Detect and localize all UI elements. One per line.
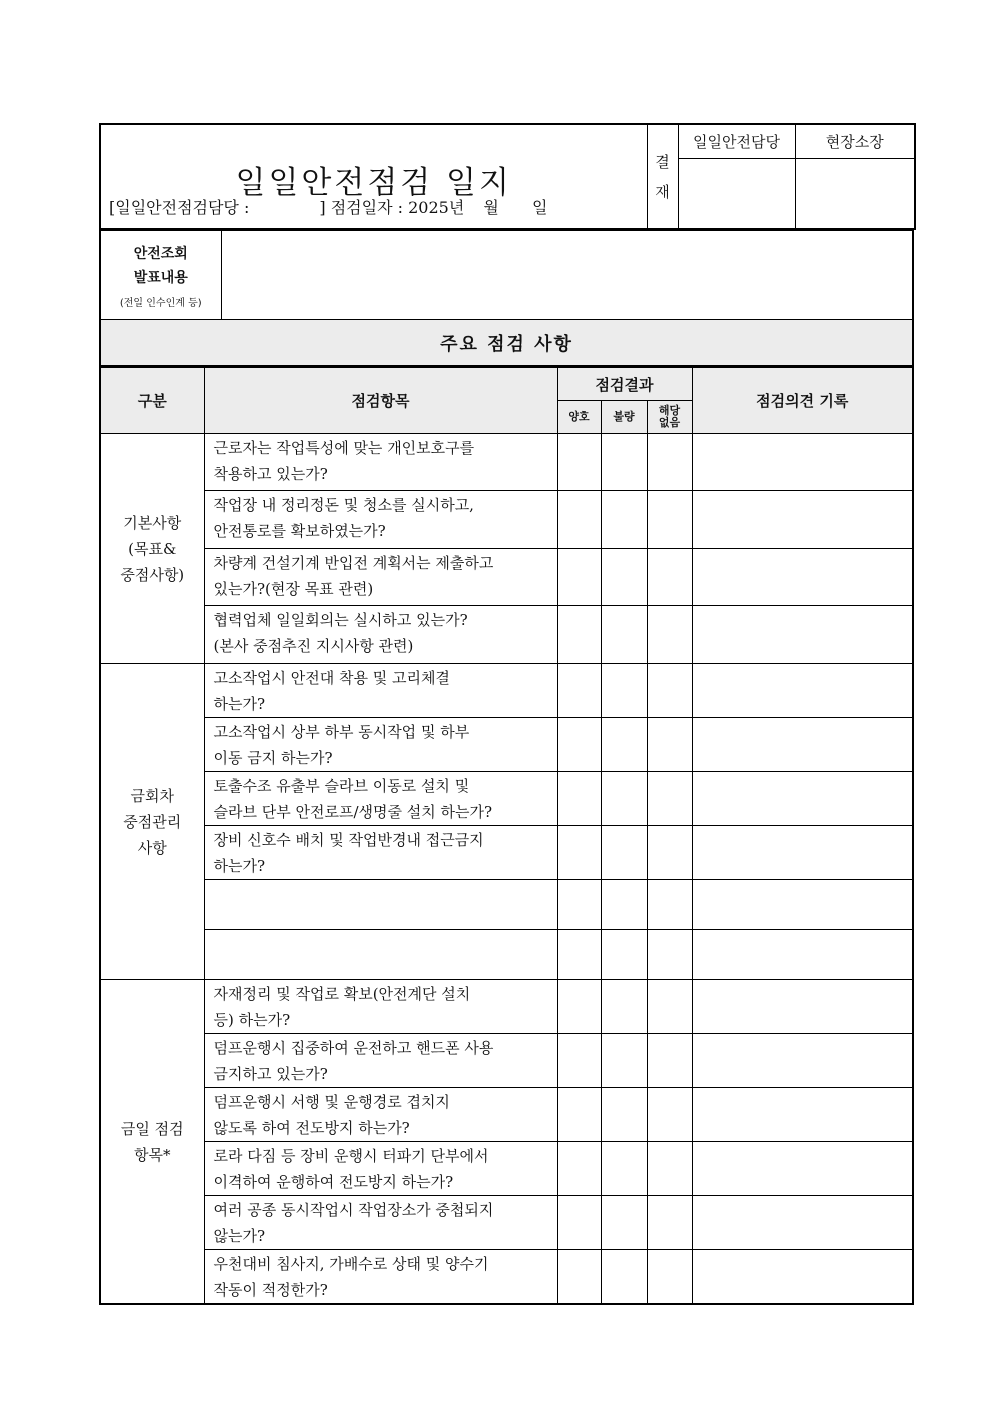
header-bad: 불량 (601, 401, 647, 434)
result-na-cell[interactable] (647, 491, 692, 549)
result-na-cell[interactable] (647, 1142, 692, 1196)
inspection-item-text: 이동 금지 하는가? (213, 749, 333, 767)
table-row (100, 1196, 913, 1250)
inspection-item-text: 안전통로를 확보하였는가? (213, 522, 386, 540)
result-bad-cell[interactable] (601, 718, 647, 772)
inspection-item-text: 덤프운행시 서행 및 운행경로 겹치지 (213, 1093, 450, 1111)
result-na-cell[interactable] (647, 1196, 692, 1250)
opinion-cell[interactable] (692, 1196, 913, 1250)
result-bad-cell[interactable] (601, 1088, 647, 1142)
category-label: 중점사항) (120, 565, 185, 584)
day-label: 일 (531, 198, 548, 217)
opinion-cell[interactable] (692, 1034, 913, 1088)
table-row (100, 1034, 913, 1088)
table-row (100, 664, 913, 718)
result-good-cell[interactable] (557, 930, 601, 980)
inspection-item-text: 고소작업시 안전대 착용 및 고리체결 (213, 669, 450, 687)
inspection-item-text: 하는가? (213, 695, 266, 713)
opinion-cell[interactable] (692, 491, 913, 549)
inspection-item (204, 549, 557, 606)
inspection-item (204, 1088, 557, 1142)
table-row (100, 1250, 913, 1305)
result-bad-cell[interactable] (601, 826, 647, 880)
result-good-cell[interactable] (557, 880, 601, 930)
inspection-form (99, 123, 914, 1305)
inspection-item-text: 금지하고 있는가? (213, 1065, 328, 1083)
result-bad-cell[interactable] (601, 1196, 647, 1250)
inspection-item-text: 착용하고 있는가? (213, 465, 328, 483)
result-bad-cell[interactable] (601, 1142, 647, 1196)
inspection-item-text: 자재정리 및 작업로 확보(안전계단 설치 (213, 985, 471, 1003)
header-opinion: 점검의견 기록 (692, 368, 913, 434)
result-good-cell[interactable] (557, 826, 601, 880)
category-cell (100, 664, 204, 980)
result-bad-cell[interactable] (601, 664, 647, 718)
result-na-cell[interactable] (647, 1250, 692, 1305)
result-na-cell[interactable] (647, 880, 692, 930)
header-table (99, 123, 916, 230)
opinion-cell[interactable] (692, 772, 913, 826)
manager-bracket: ] (319, 198, 326, 217)
header-na: 해당 없음 (647, 401, 692, 434)
result-na-cell[interactable] (647, 772, 692, 826)
result-na-cell[interactable] (647, 664, 692, 718)
month-label: 월 (483, 198, 499, 217)
table-row (100, 1142, 913, 1196)
category-label: 항목* (134, 1145, 171, 1164)
result-good-cell[interactable] (557, 606, 601, 664)
inspection-item (204, 718, 557, 772)
page-title: 일일안전점검 일지 (235, 165, 512, 201)
inspection-item-text: 장비 신호수 배치 및 작업반경내 접근금지 (213, 831, 484, 849)
inspection-item-text: 로라 다짐 등 장비 운행시 터파기 단부에서 (213, 1147, 489, 1165)
result-bad-cell[interactable] (601, 549, 647, 606)
table-row (100, 718, 913, 772)
result-bad-cell[interactable] (601, 772, 647, 826)
result-good-cell[interactable] (557, 1142, 601, 1196)
inspection-item (204, 1196, 557, 1250)
inspection-item-text: 우천대비 침사지, 가배수로 상태 및 양수기 (213, 1255, 489, 1273)
table-row (100, 772, 913, 826)
opinion-cell[interactable] (692, 930, 913, 980)
inspection-item (204, 1034, 557, 1088)
result-good-cell[interactable] (557, 491, 601, 549)
inspection-item (204, 491, 557, 549)
inspection-item-text: 협력업체 일일회의는 실시하고 있는가? (213, 611, 468, 629)
inspection-item-text (214, 881, 557, 905)
signature-box-safety-manager[interactable] (678, 159, 795, 229)
inspection-item-text: 등) 하는가? (213, 1011, 291, 1029)
table-row (100, 826, 913, 880)
opinion-cell[interactable] (692, 826, 913, 880)
inspection-item (204, 434, 557, 491)
signer-site-manager: 현장소장 (795, 124, 915, 159)
section-title: 주요 점검 사항 (100, 320, 913, 367)
inspection-item-text: 여러 공종 동시작업시 작업장소가 중첩되지 (213, 1201, 494, 1219)
category-cell (100, 980, 204, 1305)
opinion-cell[interactable] (692, 880, 913, 930)
title-area (100, 124, 647, 229)
inspection-item-text (214, 905, 557, 929)
header-item: 점검항목 (204, 368, 557, 434)
briefing-table (99, 230, 914, 367)
inspection-item-text: 않는가? (213, 1227, 266, 1245)
opinion-cell[interactable] (692, 606, 913, 664)
inspection-item (204, 606, 557, 664)
category-label: 사항 (137, 838, 167, 857)
signature-box-site-manager[interactable] (795, 159, 915, 229)
result-good-cell[interactable] (557, 1250, 601, 1305)
inspection-item (204, 930, 557, 980)
result-na-cell[interactable] (647, 1088, 692, 1142)
result-good-cell[interactable] (557, 718, 601, 772)
opinion-cell[interactable] (692, 980, 913, 1034)
header-result: 점검결과 (557, 368, 692, 401)
inspection-item (204, 826, 557, 880)
inspection-item-text: 근로자는 작업특성에 맞는 개인보호구를 (213, 439, 475, 457)
category-label: 중점관리 (123, 812, 182, 831)
signer-safety-manager: 일일안전담당 (678, 124, 795, 159)
inspection-item (204, 880, 557, 930)
category-label: 금일 점검 (120, 1119, 184, 1138)
inspection-item-text: 작동이 적정한가? (213, 1281, 328, 1299)
table-row (100, 980, 913, 1034)
category-label: 금회차 (130, 786, 174, 805)
result-na-cell[interactable] (647, 549, 692, 606)
inspection-item (204, 664, 557, 718)
table-row (100, 434, 913, 491)
result-na-cell[interactable] (647, 826, 692, 880)
result-bad-cell[interactable] (601, 930, 647, 980)
result-na-cell[interactable] (647, 718, 692, 772)
inspection-item-text: (본사 중점추진 지시사항 관련) (213, 637, 414, 655)
inspection-item (204, 772, 557, 826)
header-category: 구분 (100, 368, 204, 434)
inspection-item-text (214, 955, 557, 979)
manager-date-line (109, 195, 547, 218)
category-label: (목표& (128, 539, 177, 558)
table-row (100, 491, 913, 549)
inspection-item-text: 슬라브 단부 안전로프/생명줄 설치 하는가? (213, 803, 492, 821)
inspection-item-text: 덤프운행시 집중하여 운전하고 핸드폰 사용 (213, 1039, 494, 1057)
opinion-cell[interactable] (692, 434, 913, 491)
inspection-item-text: 고소작업시 상부 하부 동시작업 및 하부 (213, 723, 470, 741)
result-good-cell[interactable] (557, 434, 601, 491)
manager-label: [일일안전점검담당 : (109, 198, 250, 217)
result-good-cell[interactable] (557, 1088, 601, 1142)
briefing-label: 안전조회 발표내용 (전일 인수인계 등) (100, 231, 221, 320)
approval-label: 결 재 (647, 124, 678, 229)
result-bad-cell[interactable] (601, 434, 647, 491)
inspection-item-text: 토출수조 유출부 슬라브 이동로 설치 및 (213, 777, 470, 795)
category-cell (100, 434, 204, 664)
result-bad-cell[interactable] (601, 491, 647, 549)
header-good: 양호 (557, 401, 601, 434)
inspection-item-text: 있는가?(현장 목표 관련) (213, 580, 374, 598)
opinion-cell[interactable] (692, 718, 913, 772)
result-na-cell[interactable] (647, 434, 692, 491)
table-row (100, 1088, 913, 1142)
opinion-cell[interactable] (692, 1088, 913, 1142)
result-bad-cell[interactable] (601, 880, 647, 930)
result-good-cell[interactable] (557, 1034, 601, 1088)
inspection-item-text (214, 931, 557, 955)
date-label: 점검일자 : 2025년 (330, 198, 465, 217)
table-row (100, 549, 913, 606)
inspection-item-text: 차량계 건설기계 반입전 계획서는 제출하고 (213, 554, 494, 572)
inspection-item (204, 1250, 557, 1305)
result-good-cell[interactable] (557, 664, 601, 718)
result-na-cell[interactable] (647, 1034, 692, 1088)
table-row (100, 606, 913, 664)
inspection-item (204, 980, 557, 1034)
result-na-cell[interactable] (647, 980, 692, 1034)
inspection-item-text: 작업장 내 정리정돈 및 청소를 실시하고, (213, 496, 474, 514)
briefing-content-field[interactable] (221, 231, 913, 320)
inspection-item-text: 하는가? (213, 857, 266, 875)
opinion-cell[interactable] (692, 549, 913, 606)
result-bad-cell[interactable] (601, 1034, 647, 1088)
result-bad-cell[interactable] (601, 606, 647, 664)
inspection-table (99, 367, 914, 1305)
category-label: 기본사항 (123, 513, 182, 532)
table-row (100, 930, 913, 980)
opinion-cell[interactable] (692, 1142, 913, 1196)
result-na-cell[interactable] (647, 606, 692, 664)
result-good-cell[interactable] (557, 549, 601, 606)
result-good-cell[interactable] (557, 980, 601, 1034)
result-good-cell[interactable] (557, 1196, 601, 1250)
inspection-item-text: 않도록 하여 전도방지 하는가? (213, 1119, 410, 1137)
opinion-cell[interactable] (692, 664, 913, 718)
result-bad-cell[interactable] (601, 1250, 647, 1305)
opinion-cell[interactable] (692, 1250, 913, 1305)
table-row (100, 880, 913, 930)
inspection-item (204, 1142, 557, 1196)
inspection-item-text: 이격하여 운행하여 전도방지 하는가? (213, 1173, 454, 1191)
result-na-cell[interactable] (647, 930, 692, 980)
result-bad-cell[interactable] (601, 980, 647, 1034)
result-good-cell[interactable] (557, 772, 601, 826)
